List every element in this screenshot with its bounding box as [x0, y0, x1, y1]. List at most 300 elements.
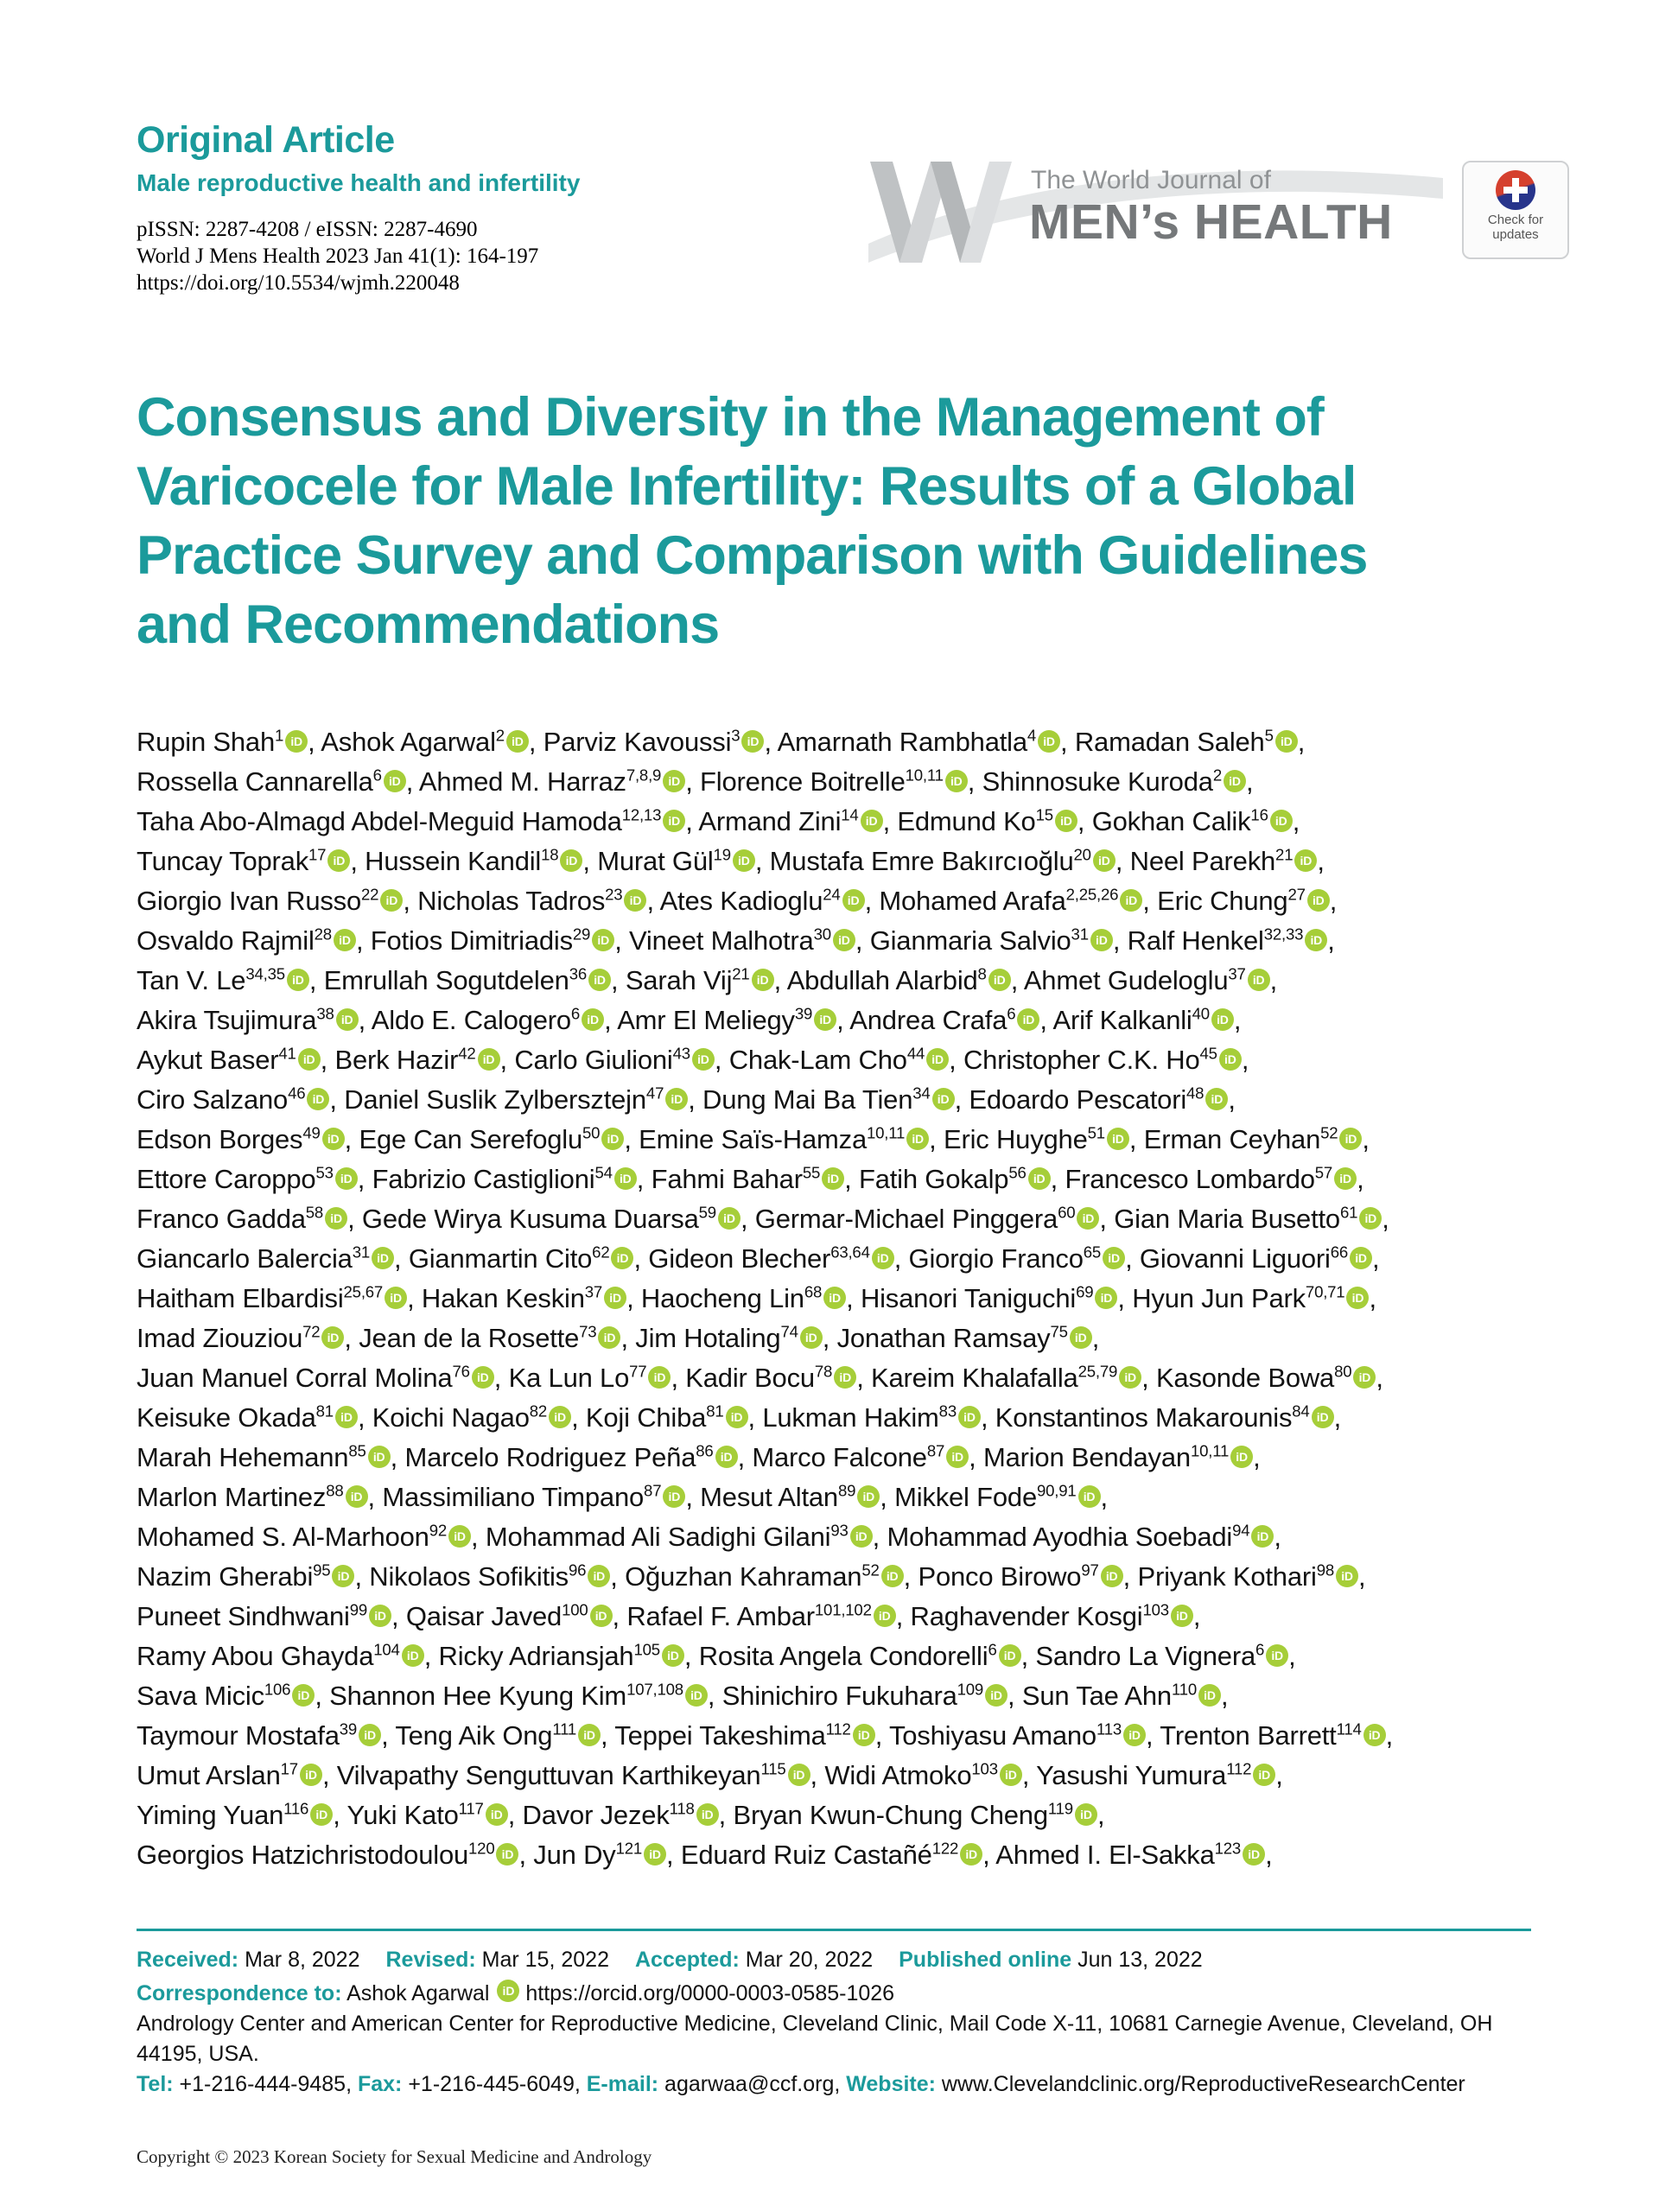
- orcid-icon[interactable]: iD: [958, 1406, 981, 1428]
- author-affiliation-sup: 10,11: [1190, 1441, 1230, 1460]
- author: Priyank Kothari$^{98}$ iD ,: [1137, 1560, 1366, 1592]
- orcid-icon[interactable]: iD: [1346, 1287, 1369, 1309]
- orcid-icon[interactable]: iD: [1334, 1167, 1357, 1190]
- orcid-icon[interactable]: iD: [346, 1485, 368, 1508]
- orcid-icon[interactable]: iD: [1055, 810, 1077, 832]
- author: Umut Arslan$^{17}$ iD ,: [137, 1759, 337, 1790]
- author: Raghavender Kosgi$^{103}$ iD ,: [910, 1600, 1201, 1631]
- author: Juan Manuel Corral Molina$^{76}$ iD ,: [137, 1362, 509, 1393]
- author-line: [137, 1517, 1605, 1557]
- orcid-icon[interactable]: iD: [696, 1803, 719, 1826]
- orcid-icon[interactable]: iD: [800, 1326, 823, 1349]
- orcid-icon[interactable]: iD: [1294, 849, 1317, 872]
- orcid-icon[interactable]: iD: [486, 1803, 508, 1826]
- author: Mohammad Ali Sadighi Gilani$^{93}$ iD ,: [485, 1521, 887, 1552]
- author: Akira Tsujimura$^{38}$ iD ,: [137, 1004, 372, 1035]
- author-affiliation-sup: 56: [1008, 1163, 1027, 1182]
- contact-item[interactable]: E-mail: agarwaa@ccf.org,: [586, 2072, 847, 2096]
- article-type: Original Article: [137, 119, 395, 161]
- author: Taha Abo-Almagd Abdel-Meguid Hamoda$^{12,13}$ iD ,: [137, 805, 699, 836]
- orcid-icon[interactable]: iD: [946, 1446, 969, 1468]
- author: Germar-Michael Pinggera$^{60}$ iD ,: [754, 1203, 1115, 1234]
- orcid-icon[interactable]: iD: [307, 1088, 329, 1110]
- orcid-icon[interactable]: iD: [1251, 1525, 1274, 1548]
- author: Ralf Henkel$^{32,33}$ iD ,: [1127, 925, 1335, 956]
- author-affiliation-sup: 122: [931, 1839, 959, 1858]
- author-affiliation-sup: 77: [629, 1362, 647, 1381]
- author: Bryan Kwun-Chung Cheng$^{119}$ iD ,: [733, 1799, 1105, 1830]
- orcid-icon[interactable]: iD: [448, 1525, 471, 1548]
- author-line: [137, 762, 1605, 802]
- author-affiliation-sup: 93: [830, 1521, 849, 1540]
- orcid-icon[interactable]: iD: [402, 1644, 424, 1667]
- orcid-icon[interactable]: iD: [1017, 1008, 1039, 1031]
- author-affiliation-sup: 36: [569, 964, 587, 983]
- date-label: Accepted:: [634, 1948, 746, 1972]
- author: Puneet Sindhwani$^{99}$ iD ,: [137, 1600, 406, 1631]
- orcid-icon[interactable]: iD: [1350, 1247, 1372, 1269]
- orcid-icon[interactable]: iD: [726, 1406, 748, 1428]
- author-affiliation-sup: 104: [373, 1640, 400, 1659]
- orcid-icon[interactable]: iD: [325, 1207, 347, 1230]
- author: Hyun Jun Park$^{70,71}$ iD ,: [1132, 1282, 1376, 1313]
- author-affiliation-sup: 37: [1228, 964, 1246, 983]
- author-line: [137, 1001, 1605, 1040]
- article-meta: [137, 216, 580, 296]
- contact-line: [137, 2069, 1531, 2100]
- orcid-icon[interactable]: iD: [1305, 929, 1327, 951]
- orcid-icon[interactable]: iD: [861, 810, 883, 832]
- author-affiliation-sup: 39: [339, 1719, 358, 1738]
- orcid-icon[interactable]: iD: [592, 929, 614, 951]
- author: Nicholas Tadros$^{23}$ iD ,: [417, 885, 660, 916]
- contact-label: Tel:: [137, 2072, 180, 2096]
- orcid-icon[interactable]: iD: [906, 1128, 929, 1150]
- author-affiliation-sup: 116: [283, 1799, 309, 1818]
- orcid-icon[interactable]: iD: [1077, 1207, 1099, 1230]
- author-affiliation-sup: 100: [562, 1600, 588, 1619]
- orcid-icon[interactable]: iD: [497, 1980, 519, 2002]
- orcid-icon[interactable]: iD: [322, 1128, 345, 1150]
- header-left: [137, 119, 580, 296]
- orcid-icon[interactable]: iD: [359, 1724, 381, 1746]
- orcid-icon[interactable]: iD: [842, 889, 865, 912]
- orcid-icon[interactable]: iD: [604, 1287, 626, 1309]
- author: Lukman Hakim$^{83}$ iD ,: [762, 1402, 995, 1433]
- author: Mustafa Emre Bakırcıoğlu$^{20}$ iD ,: [769, 845, 1130, 876]
- orcid-icon[interactable]: iD: [496, 1843, 518, 1866]
- author: Amr El Meliegy$^{39}$ iD ,: [617, 1004, 850, 1035]
- author-affiliation-sup: 51: [1087, 1123, 1105, 1142]
- citation-line: World J Mens Health 2023 Jan 41(1): 164-197: [137, 245, 539, 268]
- author-affiliation-sup: 43: [672, 1044, 690, 1063]
- author-affiliation-sup: 112: [1226, 1759, 1252, 1778]
- author: Rosita Angela Condorelli$^6$ iD ,: [698, 1640, 1036, 1671]
- orcid-icon[interactable]: iD: [1339, 1128, 1362, 1150]
- doi-link[interactable]: https://doi.org/10.5534/wjmh.220048: [137, 271, 460, 295]
- author: Franco Gadda$^{58}$ iD ,: [137, 1203, 362, 1234]
- title-line: Consensus and Diversity in the Management of: [137, 387, 1324, 448]
- orcid-icon[interactable]: iD: [663, 810, 685, 832]
- correspondence-orcid-url[interactable]: https://orcid.org/0000-0003-0585-1026: [525, 1981, 895, 2005]
- author: Ates Kadioglu$^{24}$ iD ,: [659, 885, 880, 916]
- author: Marah Hehemann$^{85}$ iD ,: [137, 1441, 405, 1472]
- orcid-icon[interactable]: iD: [1038, 730, 1060, 753]
- correspondence-label: Correspondence to:: [137, 1981, 342, 2005]
- orcid-icon[interactable]: iD: [1248, 969, 1270, 991]
- author: Tan V. Le$^{34,35}$ iD ,: [137, 964, 324, 995]
- orcid-icon[interactable]: iD: [662, 1644, 684, 1667]
- author-affiliation-sup: 22: [361, 885, 379, 904]
- author-affiliation-sup: 55: [802, 1163, 821, 1182]
- date-item: Revised: Mar 15, 2022: [385, 1948, 609, 1972]
- orcid-icon[interactable]: iD: [601, 1128, 624, 1150]
- author: Sandro La Vignera$^6$ iD ,: [1035, 1640, 1296, 1671]
- author: Armand Zini$^{14}$ iD ,: [698, 805, 898, 836]
- journal-brand: [868, 149, 1443, 283]
- author: Gian Maria Busetto$^{61}$ iD ,: [1114, 1203, 1389, 1234]
- author-affiliation-sup: 103: [1142, 1600, 1169, 1619]
- orcid-icon[interactable]: iD: [588, 1565, 610, 1587]
- author: Jim Hotaling$^{74}$ iD ,: [635, 1322, 837, 1353]
- orcid-icon[interactable]: iD: [1090, 929, 1113, 951]
- author: Jean de la Rosette$^{73}$ iD ,: [359, 1322, 636, 1353]
- orcid-icon[interactable]: iD: [506, 730, 529, 753]
- orcid-icon[interactable]: iD: [926, 1048, 949, 1071]
- orcid-icon[interactable]: iD: [1275, 730, 1298, 753]
- orcid-icon[interactable]: iD: [1103, 1247, 1125, 1269]
- author: Trenton Barrett$^{114}$ iD ,: [1160, 1719, 1394, 1751]
- orcid-icon[interactable]: iD: [692, 1048, 715, 1071]
- author-affiliation-sup: 73: [579, 1322, 597, 1341]
- author-affiliation-sup: 34,35: [245, 964, 285, 983]
- author: Davor Jezek$^{118}$ iD ,: [522, 1799, 734, 1830]
- orcid-icon[interactable]: iD: [1243, 1843, 1265, 1866]
- orcid-icon[interactable]: iD: [369, 1605, 391, 1627]
- author: Rupin Shah$^1$ iD ,: [137, 726, 321, 757]
- orcid-icon[interactable]: iD: [472, 1366, 494, 1389]
- author: Ahmed I. El-Sakka$^{123}$ iD ,: [995, 1839, 1273, 1870]
- author: Andrea Crafa$^6$ iD ,: [849, 1004, 1053, 1035]
- author-affiliation-sup: 111: [552, 1719, 576, 1738]
- author-affiliation-sup: 7,8,9: [626, 766, 662, 785]
- orcid-icon[interactable]: iD: [611, 1247, 633, 1269]
- author: Rossella Cannarella$^6$ iD ,: [137, 766, 419, 797]
- dates-line: [137, 1945, 1531, 1975]
- orcid-icon[interactable]: iD: [1253, 1764, 1275, 1786]
- author: Teppei Takeshima$^{112}$ iD ,: [614, 1719, 889, 1751]
- author: Sarah Vij$^{21}$ iD ,: [625, 964, 787, 995]
- author-line: [137, 1637, 1605, 1676]
- orcid-icon[interactable]: iD: [1028, 1167, 1051, 1190]
- orcid-icon[interactable]: iD: [335, 1406, 358, 1428]
- author: Edson Borges$^{49}$ iD ,: [137, 1123, 359, 1154]
- orcid-icon[interactable]: iD: [292, 1684, 315, 1707]
- orcid-icon[interactable]: iD: [850, 1525, 873, 1548]
- orcid-icon[interactable]: iD: [1230, 1446, 1253, 1468]
- orcid-icon[interactable]: iD: [560, 849, 582, 872]
- author: Ponco Birowo$^{97}$ iD ,: [918, 1560, 1138, 1592]
- orcid-icon[interactable]: iD: [1224, 770, 1246, 792]
- author-affiliation-sup: 20: [1073, 845, 1091, 864]
- author: Marcelo Rodriguez Peña$^{86}$ iD ,: [404, 1441, 753, 1472]
- orcid-icon[interactable]: iD: [336, 1008, 359, 1031]
- date-item: Accepted: Mar 20, 2022: [634, 1948, 874, 1972]
- orcid-icon[interactable]: iD: [334, 929, 356, 951]
- orcid-icon[interactable]: iD: [549, 1406, 571, 1428]
- orcid-icon[interactable]: iD: [999, 1644, 1021, 1667]
- author-affiliation-sup: 121: [615, 1839, 643, 1858]
- author: Georgios Hatzichristodoulou$^{120}$ iD ,: [137, 1839, 534, 1870]
- orcid-icon[interactable]: iD: [380, 889, 403, 912]
- orcid-icon[interactable]: iD: [741, 730, 764, 753]
- orcid-icon[interactable]: iD: [1093, 849, 1116, 872]
- orcid-icon[interactable]: iD: [578, 1724, 601, 1746]
- author-affiliation-sup: 114: [1336, 1719, 1362, 1738]
- orcid-icon[interactable]: iD: [1353, 1366, 1376, 1389]
- orcid-icon[interactable]: iD: [881, 1565, 904, 1587]
- orcid-icon[interactable]: iD: [298, 1048, 321, 1071]
- author-affiliation-sup: 37: [584, 1282, 603, 1301]
- orcid-icon[interactable]: iD: [582, 1008, 604, 1031]
- author-affiliation-sup: 82: [529, 1402, 548, 1421]
- author-affiliation-sup: 17: [308, 845, 327, 864]
- author: Rafael F. Ambar$^{101,102}$ iD ,: [626, 1600, 911, 1631]
- orcid-icon[interactable]: iD: [988, 969, 1011, 991]
- orcid-icon[interactable]: iD: [1312, 1406, 1334, 1428]
- orcid-icon[interactable]: iD: [663, 770, 685, 792]
- author-affiliation-sup: 62: [592, 1243, 610, 1262]
- orcid-icon[interactable]: iD: [718, 1207, 741, 1230]
- author-affiliation-sup: 2: [495, 726, 505, 745]
- orcid-icon[interactable]: iD: [1211, 1008, 1234, 1031]
- orcid-icon[interactable]: iD: [665, 1088, 688, 1110]
- orcid-icon[interactable]: iD: [932, 1088, 955, 1110]
- author-affiliation-sup: 68: [804, 1282, 823, 1301]
- author-affiliation-sup: 30: [813, 925, 831, 944]
- author-affiliation-sup: 81: [706, 1402, 724, 1421]
- orcid-icon[interactable]: iD: [857, 1485, 880, 1508]
- correspondence-address: Andrology Center and American Center for Reproductive Medicine, Cleveland Clinic, Mail Code X-11, 10681 Carnegie Avenue, Cleveland, OH 44195, USA.: [137, 2012, 1493, 2066]
- orcid-icon[interactable]: iD: [814, 1008, 836, 1031]
- author-affiliation-sup: 48: [1186, 1084, 1205, 1103]
- orcid-icon[interactable]: iD: [1107, 1128, 1129, 1150]
- orcid-icon[interactable]: iD: [335, 1167, 358, 1190]
- author-affiliation-sup: 49: [302, 1123, 321, 1142]
- orcid-icon[interactable]: iD: [368, 1446, 391, 1468]
- orcid-icon[interactable]: iD: [300, 1764, 322, 1786]
- author-affiliation-sup: 52: [1320, 1123, 1338, 1142]
- author-affiliation-sup: 103: [971, 1759, 998, 1778]
- author-affiliation-sup: 27: [1287, 885, 1306, 904]
- orcid-icon[interactable]: iD: [853, 1724, 875, 1746]
- author: Abdullah Alarbid$^8$ iD ,: [786, 964, 1024, 995]
- orcid-icon[interactable]: iD: [1123, 1724, 1146, 1746]
- author: Toshiyasu Amano$^{113}$ iD ,: [888, 1719, 1160, 1751]
- author: Neel Parekh$^{21}$ iD ,: [1129, 845, 1325, 876]
- orcid-icon[interactable]: iD: [321, 1326, 344, 1349]
- crossmark-badge[interactable]: [1462, 161, 1569, 259]
- orcid-icon[interactable]: iD: [327, 849, 350, 872]
- author-affiliation-sup: 112: [825, 1719, 851, 1738]
- author-affiliation-sup: 75: [1050, 1322, 1068, 1341]
- orcid-icon[interactable]: iD: [1075, 1803, 1097, 1826]
- author: Nazim Gherabi$^{95}$ iD ,: [137, 1560, 370, 1592]
- author-affiliation-sup: 6: [988, 1640, 997, 1659]
- author: Kasonde Bowa$^{80}$ iD ,: [1155, 1362, 1383, 1393]
- orcid-icon[interactable]: iD: [823, 1287, 846, 1309]
- author-line: [137, 1438, 1605, 1478]
- orcid-icon[interactable]: iD: [1078, 1485, 1101, 1508]
- author: Massimiliano Timpano$^{87}$ iD ,: [382, 1481, 701, 1512]
- orcid-icon[interactable]: iD: [663, 1485, 685, 1508]
- contact-item[interactable]: Website: www.Clevelandclinic.org/ReproductiveResearchCenter: [846, 2072, 1465, 2096]
- author: Shannon Hee Kyung Kim$^{107,108}$ iD ,: [329, 1680, 722, 1711]
- author-affiliation-sup: 88: [326, 1481, 344, 1500]
- author-affiliation-sup: 59: [698, 1203, 716, 1222]
- author-affiliation-sup: 57: [1314, 1163, 1333, 1182]
- author: Marion Bendayan$^{10,11}$ iD ,: [982, 1441, 1261, 1472]
- orcid-icon[interactable]: iD: [624, 889, 646, 912]
- orcid-icon[interactable]: iD: [310, 1803, 333, 1826]
- orcid-icon[interactable]: iD: [872, 1247, 894, 1269]
- orcid-icon[interactable]: iD: [985, 1684, 1007, 1707]
- author: Daniel Suslik Zylbersztejn$^{47}$ iD ,: [344, 1084, 703, 1115]
- author: Fahmi Bahar$^{55}$ iD ,: [651, 1163, 859, 1194]
- orcid-icon[interactable]: iD: [614, 1167, 637, 1190]
- orcid-icon[interactable]: iD: [590, 1605, 613, 1627]
- author-affiliation-sup: 54: [594, 1163, 613, 1182]
- author-affiliation-sup: 85: [348, 1441, 366, 1460]
- orcid-icon[interactable]: iD: [1120, 889, 1142, 912]
- orcid-icon[interactable]: iD: [644, 1843, 666, 1866]
- author-affiliation-sup: 94: [1232, 1521, 1250, 1540]
- author-line: [137, 1597, 1605, 1637]
- author: Ahmed M. Harraz$^{7,8,9}$ iD ,: [418, 766, 701, 797]
- orcid-icon[interactable]: iD: [1266, 1644, 1288, 1667]
- author-affiliation-sup: 123: [1214, 1839, 1242, 1858]
- author: Emine Saïs-Hamza$^{10,11}$ iD ,: [639, 1123, 944, 1154]
- orcid-icon[interactable]: iD: [384, 770, 406, 792]
- orcid-icon[interactable]: iD: [874, 1605, 896, 1627]
- author: Carlo Giulioni$^{43}$ iD ,: [514, 1044, 729, 1075]
- author: Taymour Mostafa$^{39}$ iD ,: [137, 1719, 396, 1751]
- author-affiliation-sup: 72: [302, 1322, 321, 1341]
- author-affiliation-sup: 84: [1292, 1402, 1310, 1421]
- author-affiliation-sup: 96: [568, 1560, 587, 1580]
- author-affiliation-sup: 119: [1047, 1799, 1073, 1818]
- author-affiliation-sup: 90,91: [1037, 1481, 1077, 1500]
- author-line: [137, 1358, 1605, 1398]
- orcid-icon[interactable]: iD: [1205, 1088, 1228, 1110]
- author: Gianmartin Cito$^{62}$ iD ,: [408, 1243, 649, 1274]
- author: Koichi Nagao$^{82}$ iD ,: [372, 1402, 586, 1433]
- author: Fatih Gokalp$^{56}$ iD ,: [858, 1163, 1065, 1194]
- author: Gede Wirya Kusuma Duarsa$^{59}$ iD ,: [361, 1203, 755, 1234]
- author-affiliation-sup: 106: [264, 1680, 291, 1699]
- author-affiliation-sup: 19: [713, 845, 731, 864]
- orcid-icon[interactable]: iD: [1171, 1605, 1193, 1627]
- orcid-icon[interactable]: iD: [833, 929, 855, 951]
- orcid-icon[interactable]: iD: [1119, 1366, 1141, 1389]
- author-affiliation-sup: 31: [1071, 925, 1089, 944]
- author-line: [137, 1478, 1605, 1517]
- orcid-icon[interactable]: iD: [788, 1764, 810, 1786]
- author-affiliation-sup: 95: [313, 1560, 331, 1580]
- author-line: [137, 802, 1605, 842]
- author: Hisanori Taniguchi$^{69}$ iD ,: [860, 1282, 1133, 1313]
- author: Kareim Khalafalla$^{25,79}$ iD ,: [871, 1362, 1156, 1393]
- author: Erman Ceyhan$^{52}$ iD ,: [1143, 1123, 1370, 1154]
- contact-item: Tel: +1-216-444-9485,: [137, 2072, 358, 2096]
- orcid-icon[interactable]: iD: [478, 1048, 500, 1071]
- author-affiliation-sup: 53: [315, 1163, 334, 1182]
- author: Arif Kalkanli$^{40}$ iD ,: [1052, 1004, 1242, 1035]
- author-affiliation-sup: 16: [1250, 805, 1268, 824]
- orcid-icon[interactable]: iD: [285, 730, 308, 753]
- crossmark-label: Check for updates: [1487, 213, 1544, 242]
- author: Gianmaria Salvio$^{31}$ iD ,: [869, 925, 1128, 956]
- author: Nikolaos Sofikitis$^{96}$ iD ,: [369, 1560, 626, 1592]
- orcid-icon[interactable]: iD: [287, 969, 309, 991]
- orcid-icon[interactable]: iD: [1307, 889, 1330, 912]
- author: Giorgio Ivan Russo$^{22}$ iD ,: [137, 885, 418, 916]
- orcid-icon[interactable]: iD: [648, 1366, 671, 1389]
- author: Mikkel Fode$^{90,91}$ iD ,: [894, 1481, 1108, 1512]
- orcid-icon[interactable]: iD: [945, 770, 968, 792]
- orcid-icon[interactable]: iD: [685, 1684, 708, 1707]
- contact-label: Fax:: [357, 2072, 409, 2096]
- author-affiliation-sup: 38: [316, 1004, 334, 1023]
- orcid-icon[interactable]: iD: [385, 1287, 407, 1309]
- orcid-icon[interactable]: iD: [1095, 1287, 1117, 1309]
- author-affiliation-sup: 109: [957, 1680, 984, 1699]
- orcid-icon[interactable]: iD: [598, 1326, 620, 1349]
- orcid-icon[interactable]: iD: [1363, 1724, 1386, 1746]
- author-affiliation-sup: 31: [352, 1243, 370, 1262]
- orcid-icon[interactable]: iD: [715, 1446, 738, 1468]
- author: Berk Hazir$^{42}$ iD ,: [334, 1044, 515, 1075]
- orcid-icon[interactable]: iD: [372, 1247, 394, 1269]
- author-affiliation-sup: 42: [458, 1044, 476, 1063]
- orcid-icon[interactable]: iD: [752, 969, 774, 991]
- orcid-icon[interactable]: iD: [822, 1167, 844, 1190]
- date-label: Revised:: [385, 1948, 482, 1972]
- orcid-icon[interactable]: iD: [1101, 1565, 1123, 1587]
- author: Ka Lun Lo$^{77}$ iD ,: [508, 1362, 686, 1393]
- author-line: [137, 1279, 1605, 1319]
- orcid-icon[interactable]: iD: [834, 1366, 856, 1389]
- orcid-icon[interactable]: iD: [1070, 1326, 1092, 1349]
- orcid-icon[interactable]: iD: [1000, 1764, 1022, 1786]
- orcid-icon[interactable]: iD: [1219, 1048, 1242, 1071]
- journal-section: Male reproductive health and infertility: [137, 169, 581, 196]
- author: Imad Ziouziou$^{72}$ iD ,: [137, 1322, 359, 1353]
- author-affiliation-sup: 25,67: [343, 1282, 384, 1301]
- orcid-icon[interactable]: iD: [1359, 1207, 1382, 1230]
- orcid-icon[interactable]: iD: [1336, 1565, 1358, 1587]
- orcid-icon[interactable]: iD: [733, 849, 755, 872]
- author: Edmund Ko$^{15}$ iD ,: [897, 805, 1092, 836]
- orcid-icon[interactable]: iD: [1198, 1684, 1221, 1707]
- author-line: [137, 881, 1605, 921]
- orcid-icon[interactable]: iD: [332, 1565, 354, 1587]
- author-line: [137, 1160, 1605, 1199]
- orcid-icon[interactable]: iD: [588, 969, 611, 991]
- author-affiliation-sup: 21: [1275, 845, 1294, 864]
- orcid-icon[interactable]: iD: [1270, 810, 1293, 832]
- orcid-icon[interactable]: iD: [960, 1843, 982, 1866]
